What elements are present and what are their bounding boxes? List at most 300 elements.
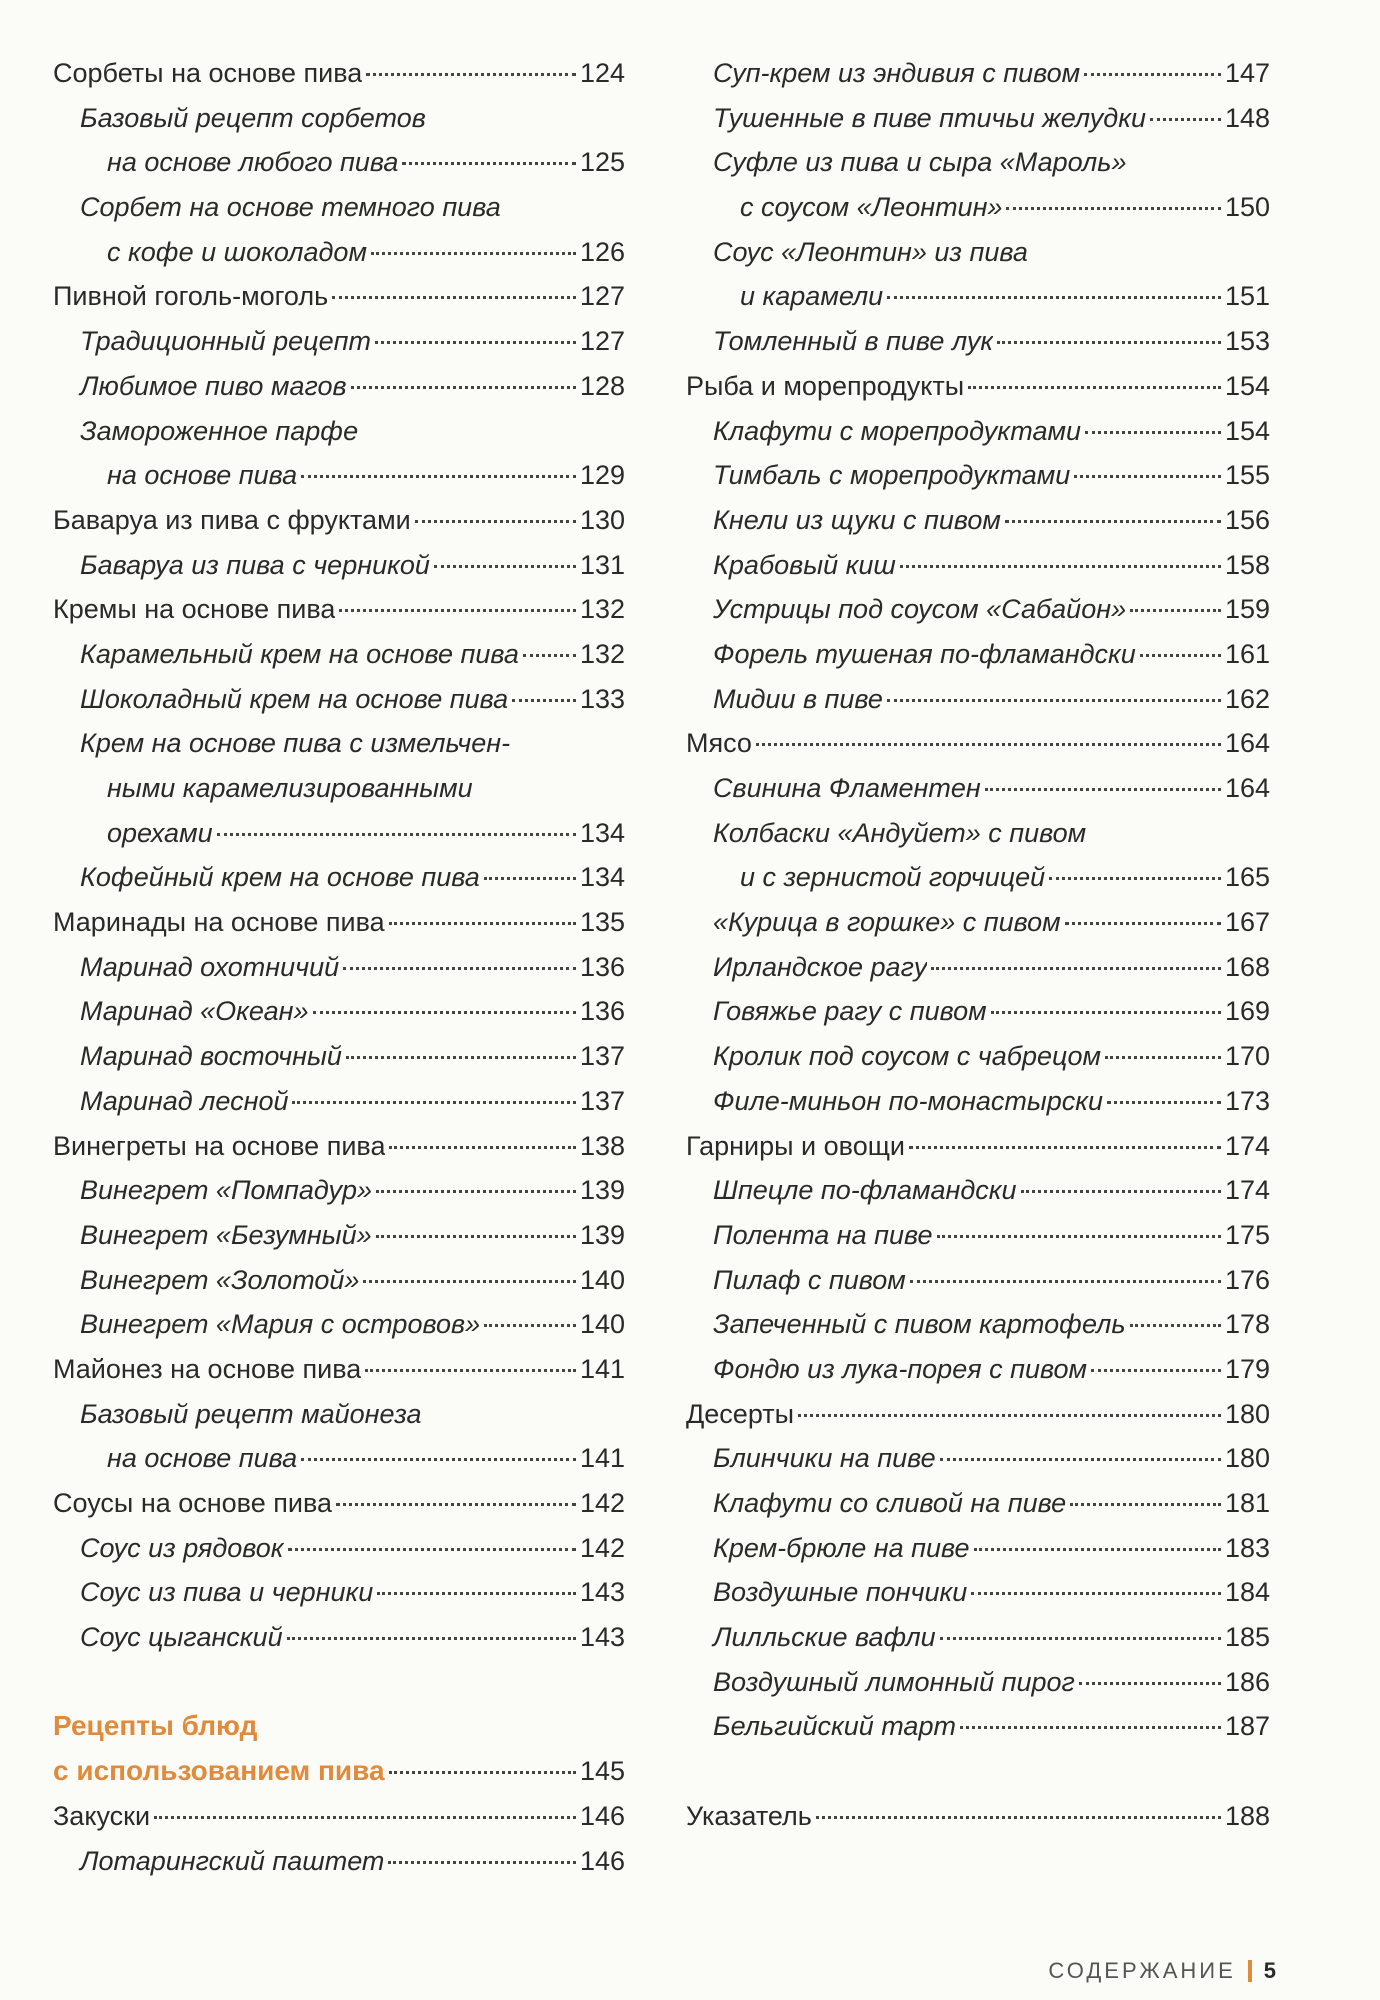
toc-page-number: 148 [1224, 102, 1270, 133]
toc-entry-title: Лилльские вафли [713, 1622, 936, 1653]
dot-leader [1107, 1101, 1221, 1104]
toc-recipe-entry[interactable] [53, 453, 625, 498]
dot-leader [343, 967, 576, 970]
dot-leader [377, 1592, 576, 1595]
toc-recipe-entry[interactable] [686, 900, 1270, 945]
toc-entry-title: Кофейный крем на основе пива [80, 862, 480, 893]
toc-recipe-entry[interactable] [686, 1034, 1270, 1079]
toc-page-number: 164 [1224, 728, 1270, 759]
toc-recipe-entry[interactable] [686, 811, 1270, 856]
toc-entry-title: Колбаски «Андуйет» с пивом [713, 817, 1087, 848]
toc-entry-title: Шпецле по-фламандски [713, 1175, 1017, 1206]
toc-page-number: 174 [1224, 1130, 1270, 1161]
toc-entry-title: Крем-брюле на пиве [713, 1532, 970, 1563]
toc-entry-title: «Курица в горшке» с пивом [713, 907, 1061, 938]
toc-page-number: 139 [579, 1175, 625, 1206]
dot-leader [484, 877, 576, 880]
toc-chapter-entry[interactable] [53, 274, 625, 319]
toc-entry-title: Винегрет «Безумный» [80, 1219, 372, 1250]
toc-recipe-entry[interactable] [686, 319, 1270, 364]
toc-entry-title: Ирландское рагу [713, 951, 928, 982]
toc-recipe-entry[interactable] [686, 1704, 1270, 1749]
toc-page-number: 184 [1224, 1577, 1270, 1608]
toc-page-number: 138 [579, 1130, 625, 1161]
dot-leader [339, 609, 576, 612]
dot-leader [937, 1235, 1221, 1238]
toc-entry-title: Шоколадный крем на основе пива [80, 683, 509, 714]
toc-chapter-entry[interactable] [53, 1124, 625, 1169]
toc-entry-title: Винегрет «Помпадур» [80, 1175, 373, 1206]
toc-entry-title: Пилаф с пивом [713, 1264, 906, 1295]
toc-recipe-entry[interactable] [686, 185, 1270, 230]
toc-recipe-entry[interactable] [686, 1347, 1270, 1392]
toc-entry-title: Винегреты на основе пива [53, 1130, 386, 1161]
toc-page-number: 139 [579, 1219, 625, 1250]
toc-recipe-entry[interactable] [53, 319, 625, 364]
toc-recipe-entry[interactable] [53, 721, 625, 766]
toc-page-number: 169 [1224, 996, 1270, 1027]
toc-page-number: 154 [1224, 415, 1270, 446]
toc-page-number: 155 [1224, 460, 1270, 491]
toc-entry-title: Соусы на основе пива [53, 1488, 333, 1518]
toc-recipe-entry[interactable] [686, 677, 1270, 722]
toc-page-number: 132 [579, 638, 625, 669]
dot-leader [388, 1861, 576, 1864]
toc-entry-title: Маринад лесной [80, 1085, 289, 1116]
dot-leader [415, 520, 576, 523]
toc-entry-title: Блинчики на пиве [713, 1443, 936, 1474]
dot-leader [1084, 73, 1221, 76]
toc-entry-title: Крабовый киш [713, 549, 896, 580]
toc-recipe-entry[interactable] [686, 543, 1270, 588]
dot-leader [389, 922, 576, 925]
toc-recipe-entry[interactable] [686, 855, 1270, 900]
toc-page-number: 135 [579, 907, 625, 938]
dot-leader [346, 1056, 576, 1059]
footer-separator [1248, 1960, 1252, 1982]
toc-entry-title: Крем на основе пива с измельчен- [80, 728, 511, 759]
dot-leader [365, 1369, 576, 1372]
toc-page-number: 186 [1224, 1666, 1270, 1697]
toc-entry-title: Винегрет «Мария с островов» [80, 1309, 481, 1340]
dot-leader [991, 1011, 1221, 1014]
toc-recipe-entry[interactable] [53, 1034, 625, 1079]
page-number: 5 [1263, 1958, 1276, 1983]
toc-entry-title: Пивной гоголь-моголь [53, 281, 329, 312]
toc-page-number: 142 [579, 1532, 625, 1563]
toc-page-number: 185 [1224, 1622, 1270, 1653]
dot-leader [287, 1637, 576, 1640]
toc-recipe-entry[interactable] [53, 989, 625, 1034]
toc-page-number: 181 [1224, 1488, 1270, 1518]
toc-recipe-entry[interactable] [686, 230, 1270, 275]
toc-entry-title: Базовый рецепт майонеза [80, 1398, 422, 1429]
dot-leader [1105, 1056, 1221, 1059]
toc-recipe-entry[interactable] [53, 1436, 625, 1481]
toc-entry-title: Кнели из щуки с пивом [713, 504, 1001, 535]
toc-chapter-entry[interactable] [53, 1347, 625, 1392]
dot-leader [363, 1280, 576, 1283]
toc-recipe-entry[interactable] [686, 1481, 1270, 1526]
toc-page-number: 180 [1224, 1443, 1270, 1474]
toc-recipe-entry[interactable] [686, 989, 1270, 1034]
toc-entry-title: Закуски [53, 1800, 151, 1831]
toc-page-number: 167 [1224, 907, 1270, 938]
toc-chapter-entry[interactable] [686, 364, 1270, 409]
toc-page-number: 178 [1224, 1309, 1270, 1340]
toc-entry-title: с соусом «Леонтин» [740, 192, 1003, 223]
toc-entry-title: Устрицы под соусом «Сабайон» [713, 594, 1127, 625]
toc-page-number: 126 [579, 236, 625, 267]
toc-chapter-entry[interactable] [686, 721, 1270, 766]
dot-leader [968, 386, 1221, 389]
toc-entry-title: с кофе и шоколадом [107, 236, 367, 267]
toc-entry-title: Фондю из лука-порея с пивом [713, 1353, 1088, 1384]
toc-chapter-entry[interactable] [53, 587, 625, 632]
toc-recipe-entry[interactable] [53, 364, 625, 409]
dot-leader [910, 1280, 1221, 1283]
toc-page-number: 134 [579, 817, 625, 848]
toc-entry-title: Свинина Фламентен [713, 773, 981, 803]
toc-entry-title: Томленный в пиве лук [713, 326, 994, 357]
toc-recipe-entry[interactable] [686, 945, 1270, 990]
toc-page-number: 154 [1224, 370, 1270, 401]
toc-recipe-entry[interactable] [53, 1570, 625, 1615]
toc-recipe-entry[interactable] [686, 1570, 1270, 1615]
toc-recipe-entry[interactable] [686, 1615, 1270, 1660]
toc-page-number: 143 [579, 1622, 625, 1653]
toc-page-number: 136 [579, 996, 625, 1027]
toc-page-number: 127 [579, 326, 625, 357]
toc-page-number: 128 [579, 370, 625, 401]
toc-entry-title: Майонез на основе пива [53, 1353, 362, 1384]
toc-chapter-entry[interactable] [686, 1124, 1270, 1169]
toc-recipe-entry[interactable] [53, 811, 625, 856]
toc-entry-title: Гарниры и овощи [686, 1130, 906, 1161]
toc-recipe-entry[interactable] [686, 1258, 1270, 1303]
dot-leader [371, 252, 576, 255]
dot-leader [389, 1146, 575, 1149]
toc-page-number: 170 [1224, 1041, 1270, 1072]
toc-page-number: 143 [579, 1577, 625, 1608]
toc-page-number: 124 [579, 58, 625, 88]
toc-chapter-entry[interactable] [53, 51, 625, 96]
toc-page-number: 142 [579, 1488, 625, 1518]
toc-entry-title: Маринад восточный [80, 1041, 342, 1072]
toc-recipe-entry[interactable] [53, 140, 625, 185]
dot-leader [154, 1816, 576, 1819]
toc-entry-title: Сорбеты на основе пива [53, 58, 363, 88]
toc-page-number: 127 [579, 281, 625, 312]
toc-page-number: 175 [1224, 1219, 1270, 1250]
toc-entry-title: Воздушные пончики [713, 1577, 968, 1608]
toc-page-number: 141 [579, 1443, 625, 1474]
toc-recipe-entry[interactable] [686, 51, 1270, 96]
toc-entry-title: орехами [107, 817, 213, 848]
dot-leader [336, 1503, 576, 1506]
footer-label: СОДЕРЖАНИЕ [1048, 1958, 1236, 1983]
toc-entry-title: Бельгийский тарт [713, 1711, 956, 1742]
toc-chapter-entry[interactable] [53, 1794, 625, 1839]
dot-leader [292, 1101, 575, 1104]
toc-page-number: 179 [1224, 1353, 1270, 1384]
toc-page-number: 187 [1224, 1711, 1270, 1742]
toc-recipe-entry[interactable] [686, 140, 1270, 185]
toc-recipe-entry[interactable] [53, 766, 625, 811]
toc-recipe-entry[interactable] [53, 1258, 625, 1303]
dot-leader [217, 833, 576, 836]
toc-page-number: 147 [1224, 58, 1270, 88]
toc-chapter-entry[interactable] [686, 1392, 1270, 1437]
toc-entry-title: ными карамелизированными [107, 773, 473, 803]
toc-recipe-entry[interactable] [53, 96, 625, 141]
toc-section-heading[interactable] [53, 1704, 625, 1749]
toc-recipe-entry[interactable] [686, 1213, 1270, 1258]
toc-page-number: 132 [579, 594, 625, 625]
toc-page-number: 159 [1224, 594, 1270, 625]
dot-leader [1070, 1503, 1221, 1506]
toc-entry-title: Рыба и морепродукты [686, 370, 965, 401]
toc-entry-title: Десерты [686, 1398, 795, 1429]
toc-chapter-entry[interactable] [53, 498, 625, 543]
toc-entry-title: Мидии в пиве [713, 683, 883, 714]
toc-entry-title: Кремы на основе пива [53, 594, 336, 625]
dot-leader [301, 475, 576, 478]
dot-leader [931, 967, 1221, 970]
toc-page-number: 168 [1224, 951, 1270, 982]
toc-recipe-entry[interactable] [686, 1436, 1270, 1481]
dot-leader [909, 1146, 1221, 1149]
toc-page-number: 141 [579, 1353, 625, 1384]
toc-recipe-entry[interactable] [53, 1615, 625, 1660]
dot-leader [366, 73, 576, 76]
dot-leader [1065, 922, 1221, 925]
dot-leader [1130, 609, 1221, 612]
toc-recipe-entry[interactable] [686, 1660, 1270, 1705]
toc-page-number: 125 [579, 147, 625, 178]
toc-entry-title: Соус «Леонтин» из пива [713, 236, 1028, 267]
toc-entry-title: Маринад «Океан» [80, 996, 309, 1027]
toc-page-number: 140 [579, 1309, 625, 1340]
toc-entry-title: с использованием пива [53, 1755, 385, 1787]
toc-recipe-entry[interactable] [686, 1302, 1270, 1347]
toc-spacer [686, 1749, 1270, 1794]
toc-page-number: 180 [1224, 1398, 1270, 1429]
toc-page-number: 165 [1224, 862, 1270, 893]
toc-chapter-entry[interactable] [686, 1794, 1270, 1839]
toc-recipe-entry[interactable] [686, 274, 1270, 319]
toc-recipe-entry[interactable] [53, 1213, 625, 1258]
dot-leader [523, 654, 576, 657]
dot-leader [1006, 207, 1220, 210]
toc-entry-title: Базовый рецепт сорбетов [80, 102, 426, 133]
toc-page-number: 136 [579, 951, 625, 982]
dot-leader [974, 1548, 1221, 1551]
toc-entry-title: Филе-миньон по-монастырски [713, 1085, 1104, 1116]
toc-recipe-entry[interactable] [686, 453, 1270, 498]
toc-recipe-entry[interactable] [53, 632, 625, 677]
toc-recipe-entry[interactable] [686, 1526, 1270, 1571]
toc-page-number: 164 [1224, 773, 1270, 803]
toc-page-number: 151 [1224, 281, 1270, 312]
toc-entry-title: и карамели [740, 281, 884, 312]
dot-leader [375, 341, 576, 344]
toc-entry-title: Мясо [686, 728, 752, 759]
dot-leader [1005, 520, 1221, 523]
toc-page-number: 153 [1224, 326, 1270, 357]
dot-leader [313, 1011, 576, 1014]
dot-leader [1079, 1682, 1221, 1685]
toc-entry-title: Кролик под соусом с чабрецом [713, 1041, 1101, 1072]
dot-leader [900, 565, 1221, 568]
toc-page-number: 156 [1224, 504, 1270, 535]
toc-recipe-entry[interactable] [686, 1168, 1270, 1213]
toc-recipe-entry[interactable] [53, 1079, 625, 1124]
toc-recipe-entry[interactable] [53, 1168, 625, 1213]
dot-leader [798, 1414, 1221, 1417]
toc-recipe-entry[interactable] [686, 96, 1270, 141]
toc-page-number: 145 [579, 1756, 625, 1787]
toc-recipe-entry[interactable] [53, 945, 625, 990]
dot-leader [887, 296, 1221, 299]
toc-entry-title: на основе пива [107, 460, 298, 491]
toc-page-number: 173 [1224, 1085, 1270, 1116]
dot-leader [1150, 118, 1221, 121]
dot-leader [1140, 654, 1221, 657]
toc-page-number: 188 [1224, 1800, 1270, 1831]
toc-entry-title: Замороженное парфе [80, 415, 359, 446]
dot-leader [402, 162, 576, 165]
page-footer [1048, 1958, 1276, 1984]
dot-leader [376, 1190, 576, 1193]
toc-page-number: 176 [1224, 1264, 1270, 1295]
dot-leader [1049, 877, 1221, 880]
toc-entry-title: Суп-крем из эндивия с пивом [713, 58, 1081, 88]
toc-entry-title: Карамельный крем на основе пива [80, 638, 519, 669]
toc-recipe-entry[interactable] [686, 1079, 1270, 1124]
dot-leader [1091, 1369, 1221, 1372]
toc-entry-title: Суфле из пива и сыра «Мароль» [713, 147, 1127, 178]
dot-leader [376, 1235, 576, 1238]
dot-leader [332, 296, 576, 299]
toc-recipe-entry[interactable] [53, 677, 625, 722]
dot-leader [434, 565, 576, 568]
toc-recipe-entry[interactable] [53, 230, 625, 275]
dot-leader [1021, 1190, 1221, 1193]
dot-leader [816, 1816, 1221, 1819]
toc-page-number: 137 [579, 1041, 625, 1072]
toc-page-number: 162 [1224, 683, 1270, 714]
dot-leader [756, 743, 1221, 746]
toc-page-number: 130 [579, 504, 625, 535]
toc-recipe-entry[interactable] [53, 185, 625, 230]
toc-entry-title: Баваруа из пива с черникой [80, 549, 430, 580]
toc-entry-title: Любимое пиво магов [80, 370, 347, 401]
dot-leader [940, 1458, 1221, 1461]
toc-entry-title: Соус из рядовок [80, 1532, 284, 1563]
toc-entry-title: Воздушный лимонный пирог [713, 1666, 1075, 1697]
toc-entry-title: Сорбет на основе темного пива [80, 192, 501, 223]
toc-section-heading[interactable] [53, 1749, 625, 1794]
dot-leader [960, 1726, 1221, 1729]
dot-leader [389, 1771, 576, 1774]
toc-page-number: 131 [579, 549, 625, 580]
toc-page-number: 134 [579, 862, 625, 893]
toc-recipe-entry[interactable] [686, 409, 1270, 454]
dot-leader [971, 1592, 1221, 1595]
toc-page-number: 183 [1224, 1532, 1270, 1563]
toc-spacer [53, 1660, 625, 1705]
toc-recipe-entry[interactable] [686, 766, 1270, 811]
toc-entry-title: Маринады на основе пива [53, 907, 385, 938]
toc-entry-title: Традиционный рецепт [80, 326, 371, 357]
toc-entry-title: на основе любого пива [107, 147, 399, 178]
dot-leader [940, 1637, 1221, 1640]
toc-entry-title: и с зернистой горчицей [740, 862, 1046, 893]
toc-recipe-entry[interactable] [686, 632, 1270, 677]
toc-entry-title: Клафути с морепродуктами [713, 415, 1081, 446]
toc-recipe-entry[interactable] [53, 1392, 625, 1437]
toc-entry-title: на основе пива [107, 1443, 298, 1474]
dot-leader [512, 699, 576, 702]
dot-leader [301, 1458, 576, 1461]
toc-page-number: 146 [579, 1800, 625, 1831]
toc-recipe-entry[interactable] [53, 543, 625, 588]
toc-page-number: 140 [579, 1264, 625, 1295]
toc-recipe-entry[interactable] [686, 587, 1270, 632]
toc-entry-title: Запеченный с пивом картофель [713, 1309, 1126, 1340]
toc-entry-title: Рецепты блюд [53, 1710, 258, 1742]
dot-leader [484, 1324, 576, 1327]
toc-recipe-entry[interactable] [53, 1526, 625, 1571]
toc-page-number: 146 [579, 1845, 625, 1876]
dot-leader [1085, 431, 1221, 434]
toc-chapter-entry[interactable] [53, 1481, 625, 1526]
toc-entry-title: Винегрет «Золотой» [80, 1264, 360, 1295]
toc-page-number: 129 [579, 460, 625, 491]
dot-leader [985, 788, 1221, 791]
toc-recipe-entry[interactable] [53, 1302, 625, 1347]
dot-leader [1130, 1324, 1221, 1327]
toc-entry-title: Баваруа из пива с фруктами [53, 504, 411, 535]
toc-entry-title: Соус из пива и черники [80, 1577, 374, 1608]
toc-entry-title: Говяжье рагу с пивом [713, 996, 987, 1027]
dot-leader [351, 386, 576, 389]
toc-entry-title: Маринад охотничий [80, 951, 340, 982]
toc-page-number: 161 [1224, 638, 1270, 669]
toc-page-number: 174 [1224, 1175, 1270, 1206]
toc-page-number: 158 [1224, 549, 1270, 580]
dot-leader [288, 1548, 576, 1551]
toc-entry-title: Указатель [686, 1800, 812, 1831]
toc-left-column [53, 51, 625, 1883]
toc-entry-title: Лотарингский паштет [80, 1845, 385, 1876]
dot-leader [887, 699, 1221, 702]
toc-recipe-entry[interactable] [686, 498, 1270, 543]
toc-entry-title: Тушенные в пиве птичьи желудки [713, 102, 1146, 133]
toc-page-number: 133 [579, 683, 625, 714]
toc-page-number: 137 [579, 1085, 625, 1116]
toc-recipe-entry[interactable] [53, 409, 625, 454]
toc-entry-title: Форель тушеная по-фламандски [713, 638, 1136, 669]
dot-leader [997, 341, 1221, 344]
toc-right-column [686, 51, 1270, 1839]
toc-recipe-entry[interactable] [53, 1839, 625, 1884]
toc-entry-title: Полента на пиве [713, 1219, 933, 1250]
toc-chapter-entry[interactable] [53, 900, 625, 945]
toc-recipe-entry[interactable] [53, 855, 625, 900]
dot-leader [1074, 475, 1221, 478]
